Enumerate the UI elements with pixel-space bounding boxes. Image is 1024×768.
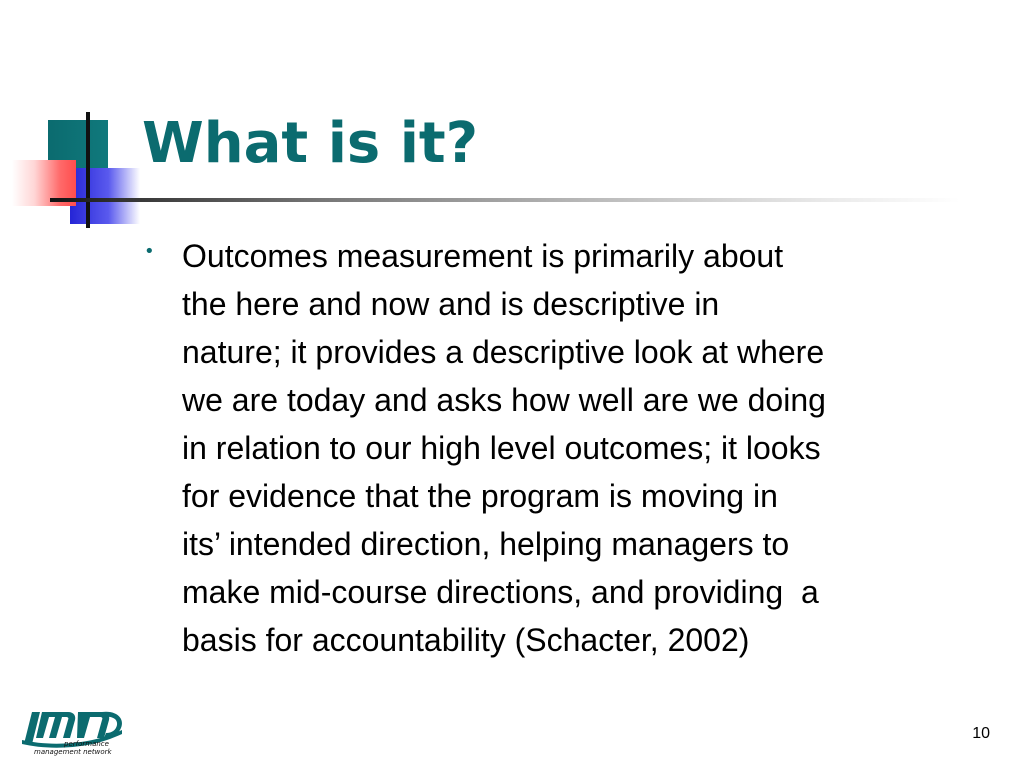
logo-tagline-line2: management network [34, 748, 112, 756]
decorative-blue-square [70, 168, 140, 224]
slide-title: What is it? [142, 111, 479, 176]
bullet-text: Outcomes measurement is primarily about the here and now and is descriptive in nature; it provides a descriptive look at where we are today and asks how well are we doing in relation to our high level outcomes; it looks for evidence that the program is moving in its’ intended direction, helping managers to make mid-course directions, and providing a basis for accountability (Schacter, 2002) [182, 238, 826, 658]
page-number: 10 [972, 725, 990, 742]
logo-tagline-line1: performance [64, 740, 109, 748]
decorative-vertical-line [86, 112, 90, 228]
bullet-item [142, 232, 1002, 664]
title-underline [50, 198, 960, 202]
slide-body [142, 232, 1002, 664]
bullet-dot-icon: • [144, 241, 155, 262]
